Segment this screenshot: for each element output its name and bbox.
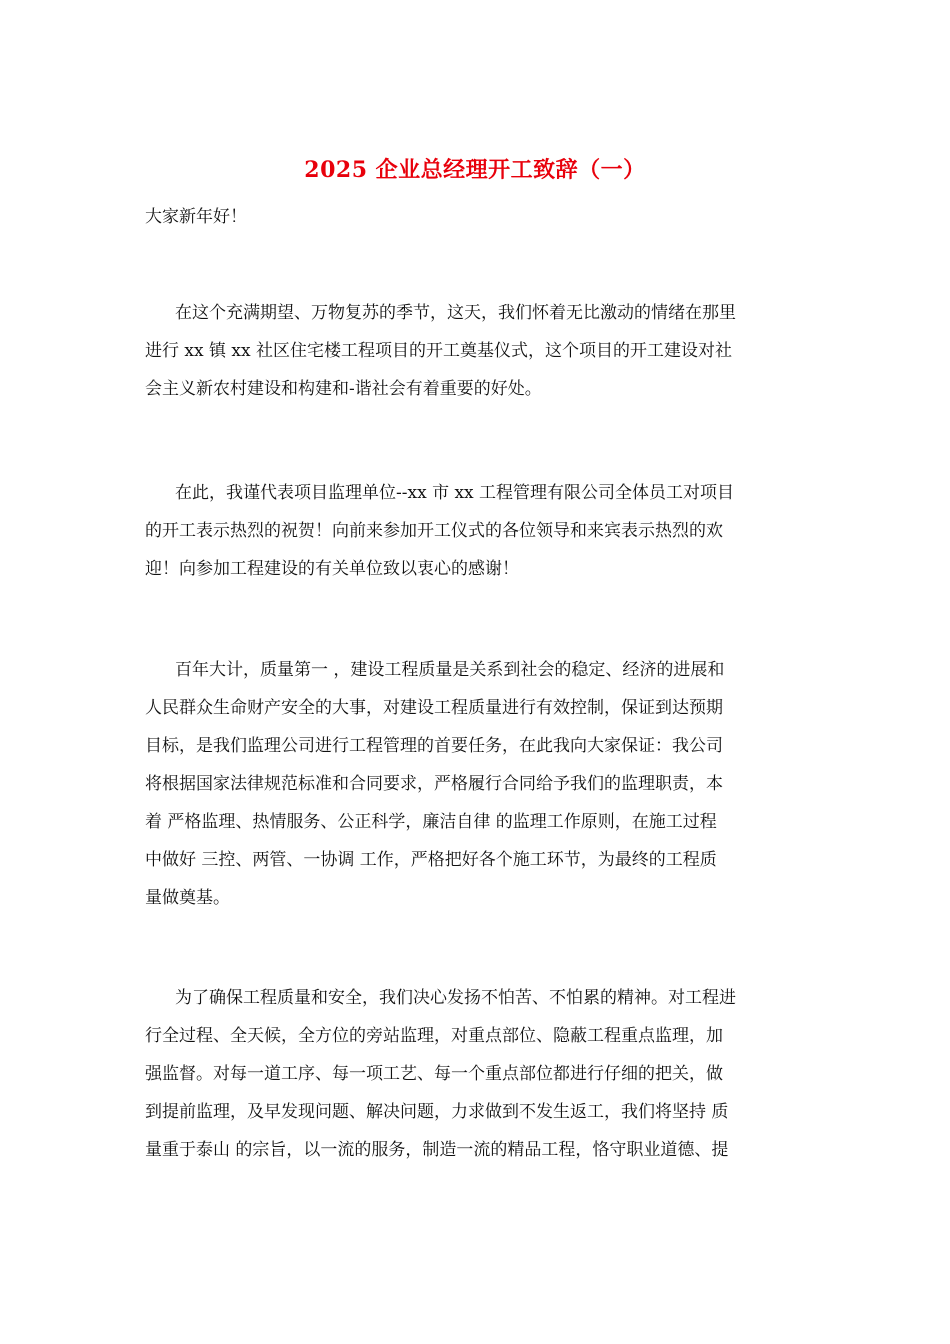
paragraph-line: 行全过程、全天候，全方位的旁站监理，对重点部位、隐蔽工程重点监理，加: [145, 1026, 723, 1046]
paragraph-line: 进行 xx 镇 xx 社区住宅楼工程项目的开工奠基仪式，这个项目的开工建设对社: [145, 341, 732, 361]
paragraph-line: 将根据国家法律规范标准和合同要求，严格履行合同给予我们的监理职责，本: [145, 774, 723, 794]
paragraph-4: [145, 979, 815, 1169]
paragraph-line: 中做好 三控、两管、一协调 工作，严格把好各个施工环节，为最终的工程质: [145, 850, 717, 870]
paragraph-line: 目标，是我们监理公司进行工程管理的首要任务，在此我向大家保证：我公司: [145, 736, 723, 756]
paragraph-line: 会主义新农村建设和构建和-谐社会有着重要的好处。: [145, 379, 542, 399]
paragraph-1: [145, 294, 815, 408]
paragraph-line: 量做奠基。: [145, 888, 230, 908]
paragraph-line: 在此，我谨代表项目监理单位--xx 市 xx 工程管理有限公司全体员工对项目: [175, 483, 735, 503]
paragraph-line: 人民群众生命财产安全的大事，对建设工程质量进行有效控制，保证到达预期: [145, 698, 723, 718]
paragraph-3: [145, 651, 815, 917]
paragraph-2: [145, 474, 815, 588]
paragraph-line: 着 严格监理、热情服务、公正科学，廉洁自律 的监理工作原则，在施工过程: [145, 812, 717, 832]
paragraph-line: 的开工表示热烈的祝贺！向前来参加开工仪式的各位领导和来宾表示热烈的欢: [145, 521, 723, 541]
paragraph-line: 强监督。对每一道工序、每一项工艺、每一个重点部位都进行仔细的把关，做: [145, 1064, 723, 1084]
paragraph-line: 百年大计，质量第一 ，建设工程质量是关系到社会的稳定、经济的进展和: [175, 660, 725, 680]
paragraph-line: 在这个充满期望、万物复苏的季节，这天，我们怀着无比激动的情绪在那里: [175, 303, 736, 323]
paragraph-line: 迎！向参加工程建设的有关单位致以衷心的感谢！: [145, 559, 519, 579]
paragraph-line: 量重于泰山 的宗旨，以一流的服务，制造一流的精品工程，恪守职业道德、提: [145, 1140, 729, 1160]
document-title: 2025 企业总经理开工致辞（一）: [304, 157, 646, 183]
paragraph-line: 为了确保工程质量和安全，我们决心发扬不怕苦、不怕累的精神。对工程进: [175, 988, 736, 1008]
paragraph-line: 到提前监理，及早发现问题、解决问题，力求做到不发生返工，我们将坚持 质: [145, 1102, 729, 1122]
greeting-text: 大家新年好！: [145, 207, 247, 227]
